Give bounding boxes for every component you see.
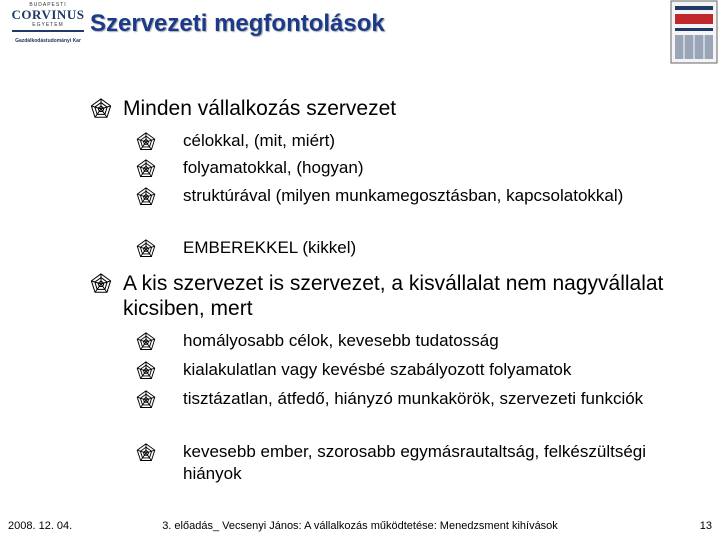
spider-web-icon: [90, 98, 112, 120]
list-item: [136, 359, 663, 381]
list-item: [136, 157, 663, 179]
list-item: [136, 388, 663, 410]
page-title: Szervezeti megfontolások: [90, 10, 385, 37]
bullet-text: kevesebb ember, szorosabb egymásrautaltság, felkészültségi hiányok: [183, 442, 647, 483]
spider-web-icon: [136, 239, 156, 259]
bullet-text: EMBEREKKEL (kikkel): [183, 238, 357, 257]
list-item: [136, 237, 663, 259]
list-item: [136, 330, 663, 352]
bullet-text: folyamatokkal, (hogyan): [183, 158, 364, 177]
spider-web-icon: [136, 361, 156, 381]
bullet-text: kialakulatlan vagy kevésbé szabályozott folyamatok: [183, 360, 572, 379]
footer-date: 2008. 12. 04.: [8, 520, 73, 532]
logo-brand-text: CORVINUS: [11, 7, 85, 22]
bullet-text: tisztázatlan, átfedő, hiányzó munkakörök, szervezeti funkciók: [183, 389, 644, 408]
bullet-text: homályosabb célok, kevesebb tudatosság: [183, 331, 499, 350]
list-item: [90, 271, 683, 321]
bullet-text: struktúrával (milyen munkamegosztásban, kapcsolatokkal): [183, 186, 624, 205]
bullet-text: A kis szervezet is szervezet, a kisvállalat nem nagyvállalat kicsiben, mert: [123, 272, 664, 320]
spider-web-icon: [136, 132, 156, 152]
spider-web-icon: [136, 187, 156, 207]
spider-web-icon: [136, 443, 156, 463]
spider-web-icon: [136, 390, 156, 410]
spider-web-icon: [136, 332, 156, 352]
logo-bottom-text: EGYETEM: [32, 22, 64, 28]
list-item: [136, 185, 663, 207]
spider-web-icon: [90, 273, 112, 295]
page-number: 13: [699, 520, 712, 532]
footer-caption: 3. előadás_ Vecsenyi János: A vállalkozás működtetése: Menedzsment kihívások: [162, 520, 558, 532]
logo-top-text: BUDAPESTI: [29, 2, 67, 8]
bullet-text: célokkal, (mit, miért): [183, 131, 336, 150]
list-item: [90, 96, 683, 121]
list-item: [136, 441, 663, 485]
list-item: [136, 130, 663, 152]
logo-subtitle: Gazdálkodástudományi Kar: [15, 38, 81, 44]
bullet-text: Minden vállalkozás szervezet: [123, 97, 397, 120]
spider-web-icon: [136, 159, 156, 179]
